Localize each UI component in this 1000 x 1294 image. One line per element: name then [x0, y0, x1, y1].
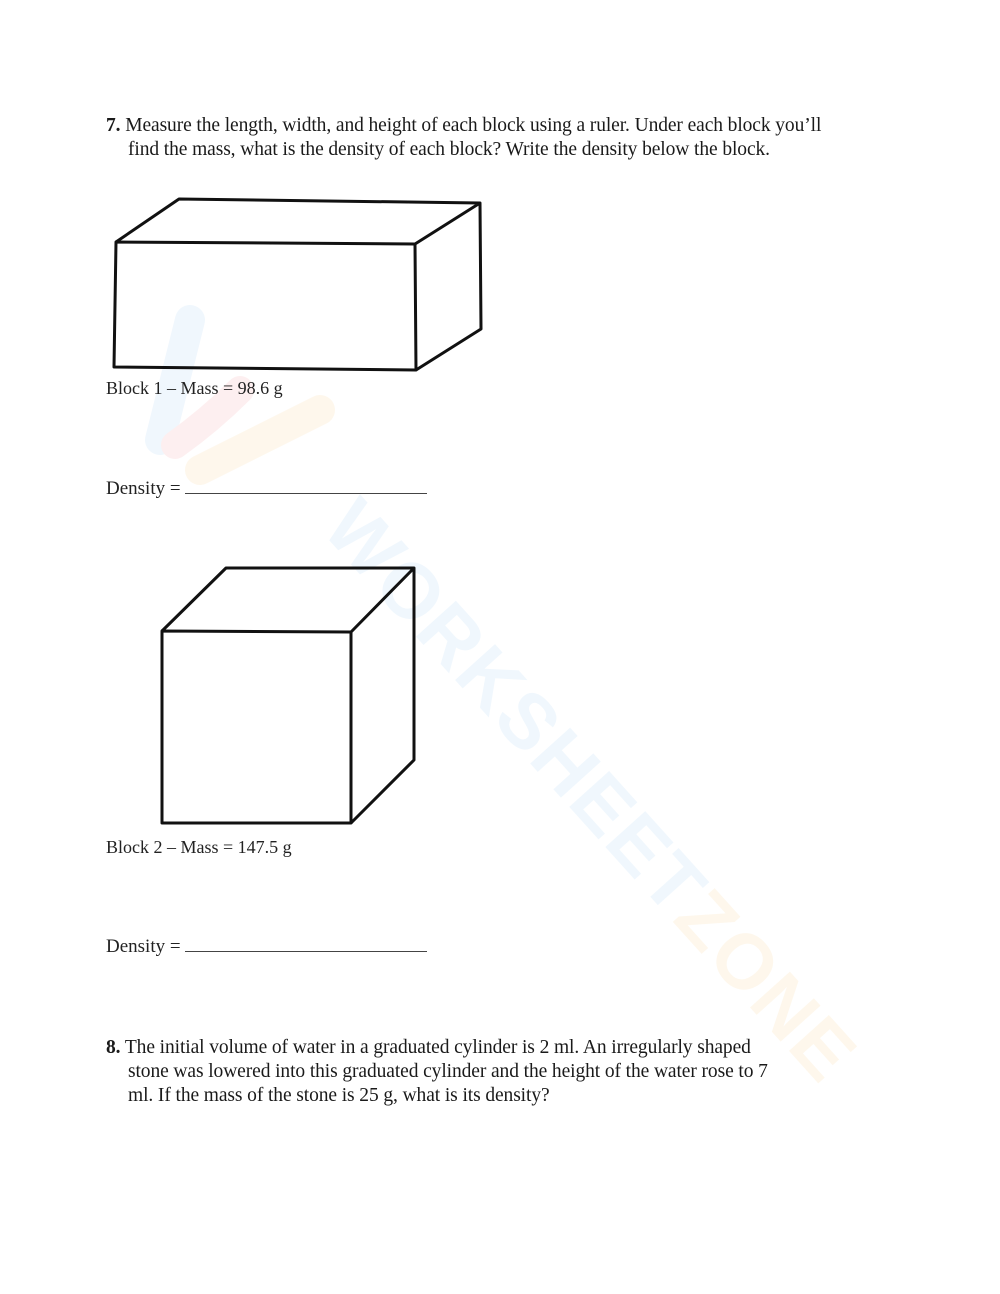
watermark-text: WORKSHEETZONE [307, 482, 875, 1099]
question-text-line2: stone was lowered into this graduated cylinder and the height of the water rose to 7 [128, 1061, 768, 1082]
density-answer-blank[interactable] [185, 937, 427, 952]
block-1-label: Block 1 – Mass = 98.6 g [106, 378, 283, 398]
density-label: Density = [106, 936, 181, 957]
block-1-figure [100, 190, 500, 380]
question-text-line3: ml. If the mass of the stone is 25 g, what is its density? [128, 1085, 550, 1106]
block-2-label: Block 2 – Mass = 147.5 g [106, 837, 292, 857]
block-2-figure [150, 560, 430, 830]
question-7 [106, 114, 906, 162]
question-number: 7. [106, 115, 121, 136]
density-label: Density = [106, 478, 181, 499]
block-1-density [106, 478, 427, 500]
question-number: 8. [106, 1037, 121, 1058]
block-2-density [106, 936, 427, 958]
question-text-line1: The initial volume of water in a graduated cylinder is 2 ml. An irregularly shaped [124, 1037, 751, 1058]
question-text-line1: Measure the length, width, and height of each block using a ruler. Under each block you’ll [125, 115, 822, 136]
question-text-line2: find the mass, what is the density of each block? Write the density below the block. [128, 139, 770, 160]
question-8 [106, 1036, 906, 1108]
density-answer-blank[interactable] [185, 479, 427, 494]
